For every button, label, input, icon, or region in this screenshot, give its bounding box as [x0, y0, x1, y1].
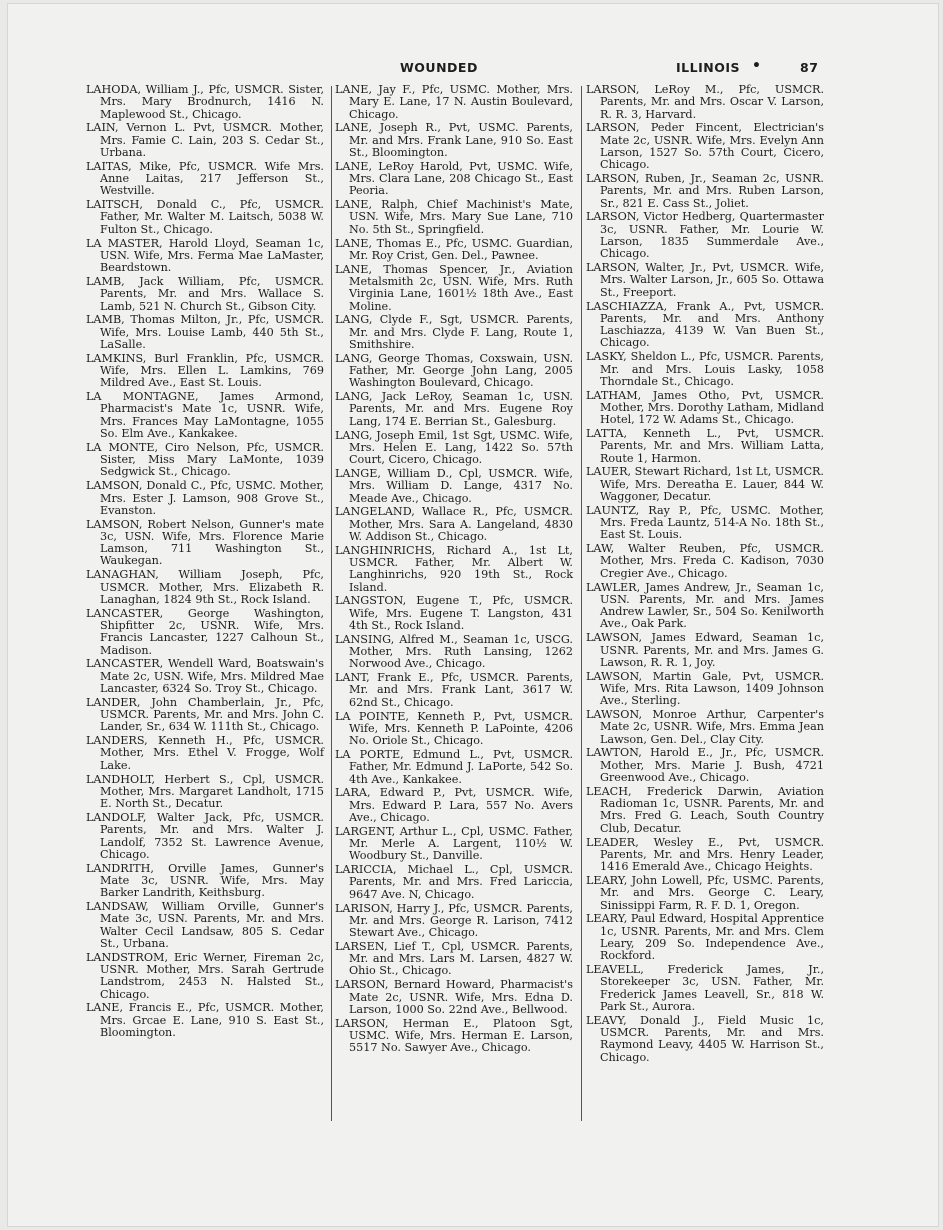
casualty-entry: LAWSON, Monroe Arthur, Carpenter's Mate 2c, USNR. Wife, Mrs. Emma Jean Lawson, Gen. Del., Clay City. — [586, 708, 824, 746]
casualty-entry: LAWLER, James Andrew, Jr., Seaman 1c, USN. Parents, Mr. and Mrs. James Andrew Lawler, Sr., 504 So. Kenilworth Ave., Oak Park. — [586, 580, 824, 631]
casualty-entry: LARSON, Walter, Jr., Pvt, USMCR. Wife, Mrs. Walter Larson, Jr., 605 So. Ottawa St., Freeport. — [586, 261, 824, 299]
casualty-entry: LANDOLF, Walter Jack, Pfc, USMCR. Parents, Mr. and Mrs. Walter J. Landolf, 7352 St. Lawrence Avenue, Chicago. — [86, 810, 324, 861]
casualty-entry: LAITSCH, Donald C., Pfc, USMCR. Father, Mr. Walter M. Laitsch, 5038 W. Fulton St., Chicago. — [86, 198, 324, 236]
casualty-entry: LATHAM, James Otho, Pvt, USMCR. Mother, Mrs. Dorothy Latham, Midland Hotel, 172 W. Adams St., Chicago. — [586, 388, 824, 427]
casualty-entry: LANGELAND, Wallace R., Pfc, USMCR. Mother, Mrs. Sara A. Langeland, 4830 W. Addison St., Chicago. — [335, 505, 573, 543]
casualty-entry: LANAGHAN, William Joseph, Pfc, USMCR. Mother, Mrs. Elizabeth R. Lanaghan, 1824 9th St., Rock Island. — [86, 568, 324, 606]
casualty-entry: LATTA, Kenneth L., Pvt, USMCR. Parents, Mr. and Mrs. William Latta, Route 1, Harmon. — [586, 427, 824, 465]
casualty-entry: LANDSAW, William Orville, Gunner's Mate 3c, USN. Parents, Mr. and Mrs. Walter Cecil Landsaw, 805 S. Cedar St., Urbana. — [86, 900, 324, 950]
casualty-entry: LEADER, Wesley E., Pvt, USMCR. Parents, Mr. and Mrs. Henry Leader, 1416 Emerald Ave., Chicago Heights. — [586, 835, 824, 874]
casualty-entry: LANCASTER, George Washington, Shipfitter 2c, USNR. Wife, Mrs. Francis Lancaster, 1227 Calhoun St., Madison. — [86, 606, 324, 657]
casualty-entry: LANE, Ralph, Chief Machinist's Mate, USN. Wife, Mrs. Mary Sue Lane, 710 No. 5th St., Springfield. — [335, 198, 573, 236]
casualty-entry: LANGHINRICHS, Richard A., 1st Lt, USMCR. Father, Mr. Albert W. Langhinrichs, 920 19th St., Rock Island. — [335, 543, 573, 594]
casualty-entry: LANGSTON, Eugene T., Pfc, USMCR. Wife, Mrs. Eugene T. Langston, 431 4th St., Rock Island. — [335, 594, 573, 632]
casualty-entry: LAW, Walter Reuben, Pfc, USMCR. Mother, Mrs. Freda C. Kadison, 7030 Cregier Ave., Chicago. — [586, 542, 824, 580]
casualty-entry: LAUER, Stewart Richard, 1st Lt, USMCR. Wife, Mrs. Dereatha E. Lauer, 844 W. Waggoner, Decatur. — [586, 465, 824, 503]
casualty-entry: LANE, Jay F., Pfc, USMC. Mother, Mrs. Mary E. Lane, 17 N. Austin Boulevard, Chicago. — [335, 83, 573, 121]
section-title: WOUNDED — [400, 60, 478, 75]
casualty-entry: LARSEN, Lief T., Cpl, USMCR. Parents, Mr. and Mrs. Lars M. Larsen, 4827 W. Ohio St., Chicago. — [335, 939, 573, 978]
casualty-entry: LANG, Clyde F., Sgt, USMCR. Parents, Mr. and Mrs. Clyde F. Lang, Route 1, Smithshire. — [335, 313, 573, 351]
casualty-entry: LANDER, John Chamberlain, Jr., Pfc, USMCR. Parents, Mr. and Mrs. John C. Lander, Sr., 634 W. 111th St., Chicago. — [86, 695, 324, 734]
casualty-entry: LARSON, LeRoy M., Pfc, USMCR. Parents, Mr. and Mrs. Oscar V. Larson, R. R. 3, Harvard. — [586, 83, 824, 121]
casualty-entry: LAWSON, Martin Gale, Pvt, USMCR. Wife, Mrs. Rita Lawson, 1409 Johnson Ave., Sterling. — [586, 669, 824, 708]
casualty-entry: LAWTON, Harold E., Jr., Pfc, USMCR. Mother, Mrs. Marie J. Bush, 4721 Greenwood Ave., Chicago. — [586, 746, 824, 785]
casualty-entry: LANE, Joseph R., Pvt, USMC. Parents, Mr. and Mrs. Frank Lane, 910 So. East St., Bloomington. — [335, 121, 573, 159]
casualty-entry: LANDHOLT, Herbert S., Cpl, USMCR. Mother, Mrs. Margaret Landholt, 1715 E. North St., Decatur. — [86, 772, 324, 811]
casualty-entry: LARICCIA, Michael L., Cpl, USMCR. Parents, Mr. and Mrs. Fred Lariccia, 9647 Ave. N, Chicago. — [335, 863, 573, 901]
casualty-entry: LEARY, Paul Edward, Hospital Apprentice 1c, USNR. Parents, Mr. and Mrs. Clem Leary, 209 So. Independence Ave., Rockford. — [586, 912, 824, 963]
casualty-entry: LANG, Jack LeRoy, Seaman 1c, USN. Parents, Mr. and Mrs. Eugene Roy Lang, 174 E. Berrian St., Galesburg. — [335, 390, 573, 428]
bullet-separator: • — [752, 58, 762, 74]
casualty-entry: LEACH, Frederick Darwin, Aviation Radioman 1c, USNR. Parents, Mr. and Mrs. Fred G. Leach, South Country Club, Decatur. — [586, 784, 824, 835]
state-title: ILLINOIS — [676, 60, 740, 75]
casualty-entry: LA POINTE, Kenneth P., Pvt, USMCR. Wife, Mrs. Kenneth P. LaPointe, 4206 No. Oriole St., Chicago. — [335, 709, 573, 748]
casualty-entry: LARSON, Ruben, Jr., Seaman 2c, USNR. Parents, Mr. and Mrs. Ruben Larson, Sr., 821 E. Cass St., Joliet. — [586, 172, 824, 210]
column-divider — [581, 86, 582, 1121]
casualty-entry: LA MASTER, Harold Lloyd, Seaman 1c, USN. Wife, Mrs. Ferma Mae LaMaster, Beardstown. — [86, 236, 324, 275]
casualty-entry: LEAVY, Donald J., Field Music 1c, USMCR. Parents, Mr. and Mrs. Raymond Leavy, 4405 W. Harrison St., Chicago. — [586, 1013, 824, 1064]
casualty-entry: LANE, Thomas Spencer, Jr., Aviation Metalsmith 2c, USN. Wife, Mrs. Ruth Virginia Lane, 1601½ 18th Ave., East Moline. — [335, 262, 573, 313]
casualty-entry: LARSON, Peder Fincent, Electrician's Mate 2c, USNR. Wife, Mrs. Evelyn Ann Larson, 1527 So. 57th Court, Cicero, Chicago. — [586, 121, 824, 172]
casualty-entry: LANG, Joseph Emil, 1st Sgt, USMC. Wife, Mrs. Helen E. Lang, 1422 So. 57th Court, Cicero, Chicago. — [335, 428, 573, 467]
casualty-entry: LAMSON, Robert Nelson, Gunner's mate 3c, USN. Wife, Mrs. Florence Marie Lamson, 711 Washington St., Waukegan. — [86, 517, 324, 568]
casualty-entry: LASKY, Sheldon L., Pfc, USMCR. Parents, Mr. and Mrs. Louis Lasky, 1058 Thorndale St., Chicago. — [586, 350, 824, 388]
text-column-2 — [335, 84, 573, 1056]
casualty-entry: LANDERS, Kenneth H., Pfc, USMCR. Mother, Mrs. Ethel V. Frogge, Wolf Lake. — [86, 734, 324, 772]
casualty-entry: LAHODA, William J., Pfc, USMCR. Sister, Mrs. Mary Brodnurch, 1416 N. Maplewood St., Chicago. — [86, 83, 324, 121]
casualty-entry: LARGENT, Arthur L., Cpl, USMC. Father, Mr. Merle A. Largent, 110½ W. Woodbury St., Danville. — [335, 824, 573, 863]
casualty-entry: LANSING, Alfred M., Seaman 1c, USCG. Mother, Mrs. Ruth Lansing, 1262 Norwood Ave., Chicago. — [335, 632, 573, 671]
casualty-entry: LA MONTE, Ciro Nelson, Pfc, USMCR. Sister, Miss Mary LaMonte, 1039 Sedgwick St., Chicago. — [86, 440, 324, 479]
column-divider — [331, 86, 332, 1121]
casualty-entry: LARSON, Bernard Howard, Pharmacist's Mate 2c, USNR. Wife, Mrs. Edna D. Larson, 1000 So. 22nd Ave., Bellwood. — [335, 978, 573, 1016]
casualty-entry: LAITAS, Mike, Pfc, USMCR. Wife Mrs. Anne Laitas, 217 Jefferson St., Westville. — [86, 159, 324, 198]
text-column-1 — [86, 84, 324, 1041]
casualty-entry: LAMB, Thomas Milton, Jr., Pfc, USMCR. Wife, Mrs. Louise Lamb, 440 5th St., LaSalle. — [86, 313, 324, 351]
casualty-entry: LANG, George Thomas, Coxswain, USN. Father, Mr. George John Lang, 2005 Washington Boulevard, Chicago. — [335, 351, 573, 390]
casualty-entry: LANE, LeRoy Harold, Pvt, USMC. Wife, Mrs. Clara Lane, 208 Chicago St., East Peoria. — [335, 159, 573, 198]
casualty-entry: LARSON, Herman E., Platoon Sgt, USMC. Wife, Mrs. Herman E. Larson, 5517 No. Sawyer Ave., Chicago. — [335, 1016, 573, 1055]
casualty-entry: LAMKINS, Burl Franklin, Pfc, USMCR. Wife, Mrs. Ellen L. Lamkins, 769 Mildred Ave., East St. Louis. — [86, 351, 324, 390]
casualty-entry: LARISON, Harry J., Pfc, USMCR. Parents, Mr. and Mrs. George R. Larison, 7412 Stewart Ave., Chicago. — [335, 901, 573, 940]
casualty-entry: LEAVELL, Frederick James, Jr., Storekeeper 3c, USN. Father, Mr. Frederick James Leavell, Sr., 818 W. Park St., Aurora. — [586, 962, 824, 1013]
casualty-entry: LA PORTE, Edmund L., Pvt, USMCR. Father, Mr. Edmund J. LaPorte, 542 So. 4th Ave., Kankakee. — [335, 747, 573, 786]
casualty-entry: LANGE, William D., Cpl, USMCR. Wife, Mrs. William D. Lange, 4317 No. Meade Ave., Chicago. — [335, 466, 573, 505]
casualty-entry: LAMSON, Donald C., Pfc, USMC. Mother, Mrs. Ester J. Lamson, 908 Grove St., Evanston. — [86, 479, 324, 517]
casualty-entry: LARA, Edward P., Pvt, USMCR. Wife, Mrs. Edward P. Lara, 557 No. Avers Ave., Chicago. — [335, 786, 573, 824]
casualty-entry: LANDRITH, Orville James, Gunner's Mate 3c, USNR. Wife, Mrs. May Barker Landrith, Keithsburg. — [86, 861, 324, 900]
casualty-entry: LAWSON, James Edward, Seaman 1c, USNR. Parents, Mr. and Mrs. James G. Lawson, R. R. 1, Joy. — [586, 631, 824, 669]
casualty-entry: LASCHIAZZA, Frank A., Pvt, USMCR. Parents, Mr. and Mrs. Anthony Laschiazza, 4139 W. Van Buen St., Chicago. — [586, 299, 824, 350]
casualty-entry: LANT, Frank E., Pfc, USMCR. Parents, Mr. and Mrs. Frank Lant, 3617 W. 62nd St., Chicago. — [335, 671, 573, 709]
text-column-3 — [586, 84, 824, 1065]
casualty-entry: LAIN, Vernon L. Pvt, USMCR. Mother, Mrs. Famie C. Lain, 203 S. Cedar St., Urbana. — [86, 121, 324, 159]
casualty-entry: LANCASTER, Wendell Ward, Boatswain's Mate 2c, USN. Wife, Mrs. Mildred Mae Lancaster, 6324 So. Troy St., Chicago. — [86, 657, 324, 695]
page-number: 87 — [800, 60, 819, 75]
casualty-entry: LAUNTZ, Ray P., Pfc, USMC. Mother, Mrs. Freda Launtz, 514-A No. 18th St., East St. Louis. — [586, 503, 824, 542]
page-header — [0, 60, 943, 80]
casualty-entry: LA MONTAGNE, James Armond, Pharmacist's Mate 1c, USNR. Wife, Mrs. Frances May LaMontagne, 1055 So. Elm Ave., Kankakee. — [86, 390, 324, 441]
casualty-entry: LARSON, Victor Hedberg, Quartermaster 3c, USNR. Father, Mr. Lourie W. Larson, 1835 Summerdale Ave., Chicago. — [586, 210, 824, 261]
casualty-entry: LANE, Francis E., Pfc, USMCR. Mother, Mrs. Grcae E. Lane, 910 S. East St., Bloomington. — [86, 1001, 324, 1039]
casualty-entry: LEARY, John Lowell, Pfc, USMC. Parents, Mr. and Mrs. George C. Leary, Sinissippi Farm, R. F. D. 1, Oregon. — [586, 873, 824, 912]
casualty-entry: LANDSTROM, Eric Werner, Fireman 2c, USNR. Mother, Mrs. Sarah Gertrude Landstrom, 2453 N. Halsted St., Chicago. — [86, 950, 324, 1001]
casualty-entry: LAMB, Jack William, Pfc, USMCR. Parents, Mr. and Mrs. Wallace S. Lamb, 521 N. Church St., Gibson City. — [86, 274, 324, 313]
casualty-entry: LANE, Thomas E., Pfc, USMC. Guardian, Mr. Roy Crist, Gen. Del., Pawnee. — [335, 236, 573, 262]
